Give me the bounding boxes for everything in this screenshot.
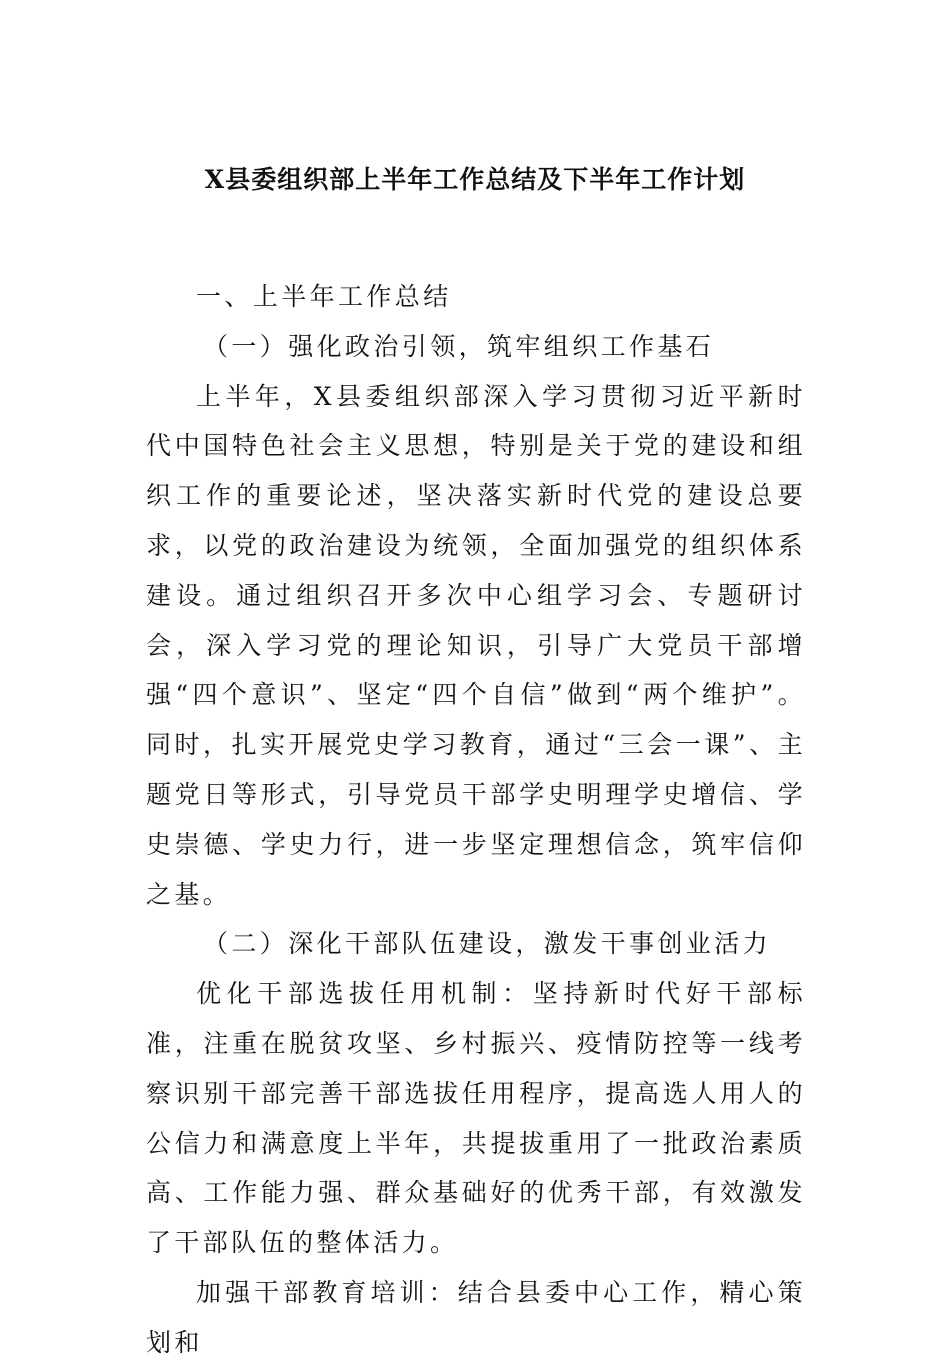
section-heading: 一、上半年工作总结 — [196, 282, 452, 311]
subsection-heading: （一）强化政治引领，筑牢组织工作基石 — [203, 331, 715, 361]
body-paragraph: 优化干部选拔任用机制：坚持新时代好干部标准，注重在脱贫攻坚、乡村振兴、疫情防控等一线考察识别干部完善干部选拔任用程序，提高选人用人的公信力和满意度上半年，共提拔重用了一批政治素质高、工作能力强、群众基础好的优秀干部，有效激发了干部队伍的整体活力。 — [146, 979, 806, 1258]
body-paragraph: 上半年，X县委组织部深入学习贯彻习近平新时代中国特色社会主义思想，特别是关于党的建设和组织工作的重要论述，坚决落实新时代党的建设总要求，以党的政治建设为统领，全面加强党的组织体系建设。通过组织召开多次中心组学习会、专题研讨会，深入学习党的理论知识，引导广大党员干部增强“四个意识”、坚定“四个自信”做到“两个维护”。同时，扎实开展党史学习教育，通过“三会一课”、主题党日等形式，引导党员干部学史明理学史增信、学史崇德、学史力行，进一步坚定理想信念，筑牢信仰之基。 — [146, 381, 806, 909]
subsection-heading: （二）深化干部队伍建设，激发干事创业活力 — [203, 929, 772, 959]
document-title: X县委组织部上半年工作总结及下半年工作计划 — [204, 165, 746, 194]
document-body — [146, 272, 806, 1368]
body-paragraph: 加强干部教育培训：结合县委中心工作，精心策划和 — [146, 1277, 806, 1357]
